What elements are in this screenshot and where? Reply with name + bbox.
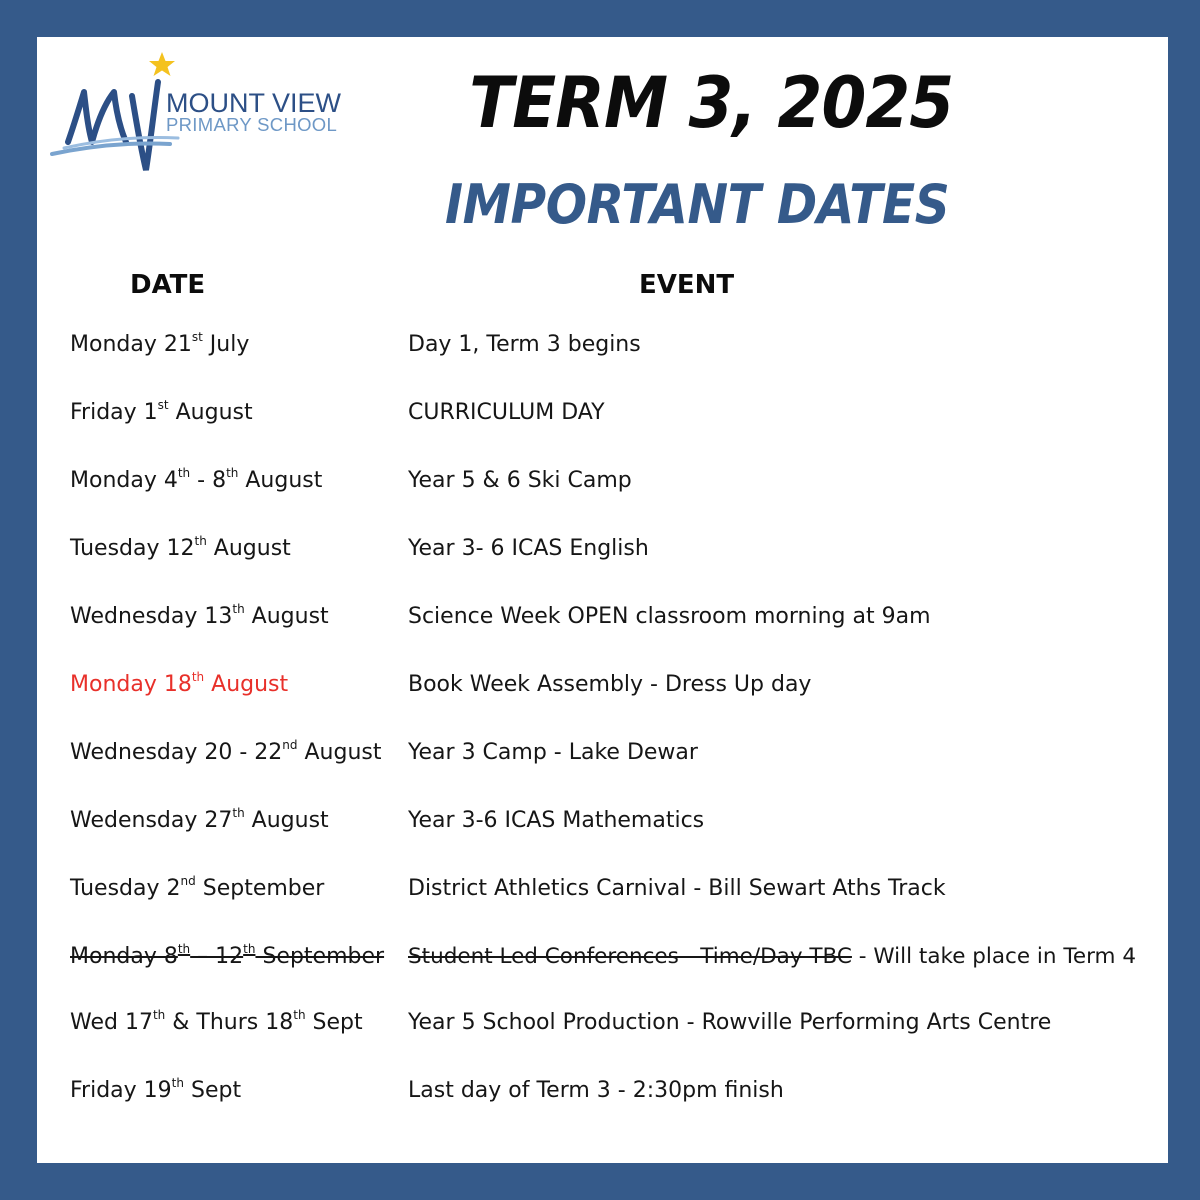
table-row [0, 801, 1200, 841]
table-row [0, 937, 1200, 977]
date-cell: Wednesday 20 - 22nd August [70, 738, 382, 765]
table-row [0, 325, 1200, 365]
date-cell: Wedensday 27th August [70, 806, 329, 833]
event-cell: Day 1, Term 3 begins [408, 332, 641, 357]
page-title: TERM 3, 2025 [469, 62, 954, 144]
table-row [0, 1071, 1200, 1111]
event-cell: Book Week Assembly - Dress Up day [408, 672, 812, 697]
table-row [0, 393, 1200, 433]
event-cell: Year 3- 6 ICAS English [408, 536, 649, 561]
event-cell: Year 5 School Production - Rowville Performing Arts Centre [408, 1010, 1052, 1035]
date-cell: Friday 19th Sept [70, 1076, 242, 1103]
table-row [0, 665, 1200, 705]
logo-name-line2: PRIMARY SCHOOL [166, 114, 338, 135]
star-icon [149, 52, 175, 76]
table-row [0, 869, 1200, 909]
event-cell: CURRICULUM DAY [408, 400, 605, 425]
date-cell: Tuesday 2nd September [70, 874, 325, 901]
event-cell: Year 3-6 ICAS Mathematics [408, 808, 705, 833]
date-cell: Friday 1st August [70, 398, 253, 425]
event-column-header: EVENT [639, 270, 735, 300]
table-row [0, 1003, 1200, 1043]
table-row [0, 597, 1200, 637]
page-subtitle: IMPORTANT DATES [445, 173, 950, 236]
table-row [0, 461, 1200, 501]
date-cell-highlighted: Monday 18th August [70, 670, 289, 697]
event-cell: District Athletics Carnival - Bill Sewart Aths Track [408, 876, 946, 901]
event-cell [408, 937, 1136, 977]
date-cell: Monday 4th - 8th August [70, 466, 323, 493]
date-cell-struck: Monday 8th – 12th September [70, 942, 385, 969]
table-row [0, 733, 1200, 773]
event-cell: Year 5 & 6 Ski Camp [408, 468, 632, 493]
event-cell: Year 3 Camp - Lake Dewar [408, 740, 698, 765]
logo-name-line1: MOUNT VIEW [166, 88, 341, 118]
date-cell: Tuesday 12th August [70, 534, 291, 561]
date-column-header: DATE [130, 270, 206, 300]
date-cell: Wed 17th & Thurs 18th Sept [70, 1008, 363, 1035]
event-note-text: - Will take place in Term 4 [851, 944, 1136, 969]
date-cell: Wednesday 13th August [70, 602, 329, 629]
event-cell: Last day of Term 3 - 2:30pm finish [408, 1078, 784, 1103]
event-struck-text: Student Led Conferences - Time/Day TBC [408, 944, 852, 969]
table-row [0, 529, 1200, 569]
event-cell: Science Week OPEN classroom morning at 9am [408, 604, 931, 629]
date-cell: Monday 21st July [70, 330, 250, 357]
